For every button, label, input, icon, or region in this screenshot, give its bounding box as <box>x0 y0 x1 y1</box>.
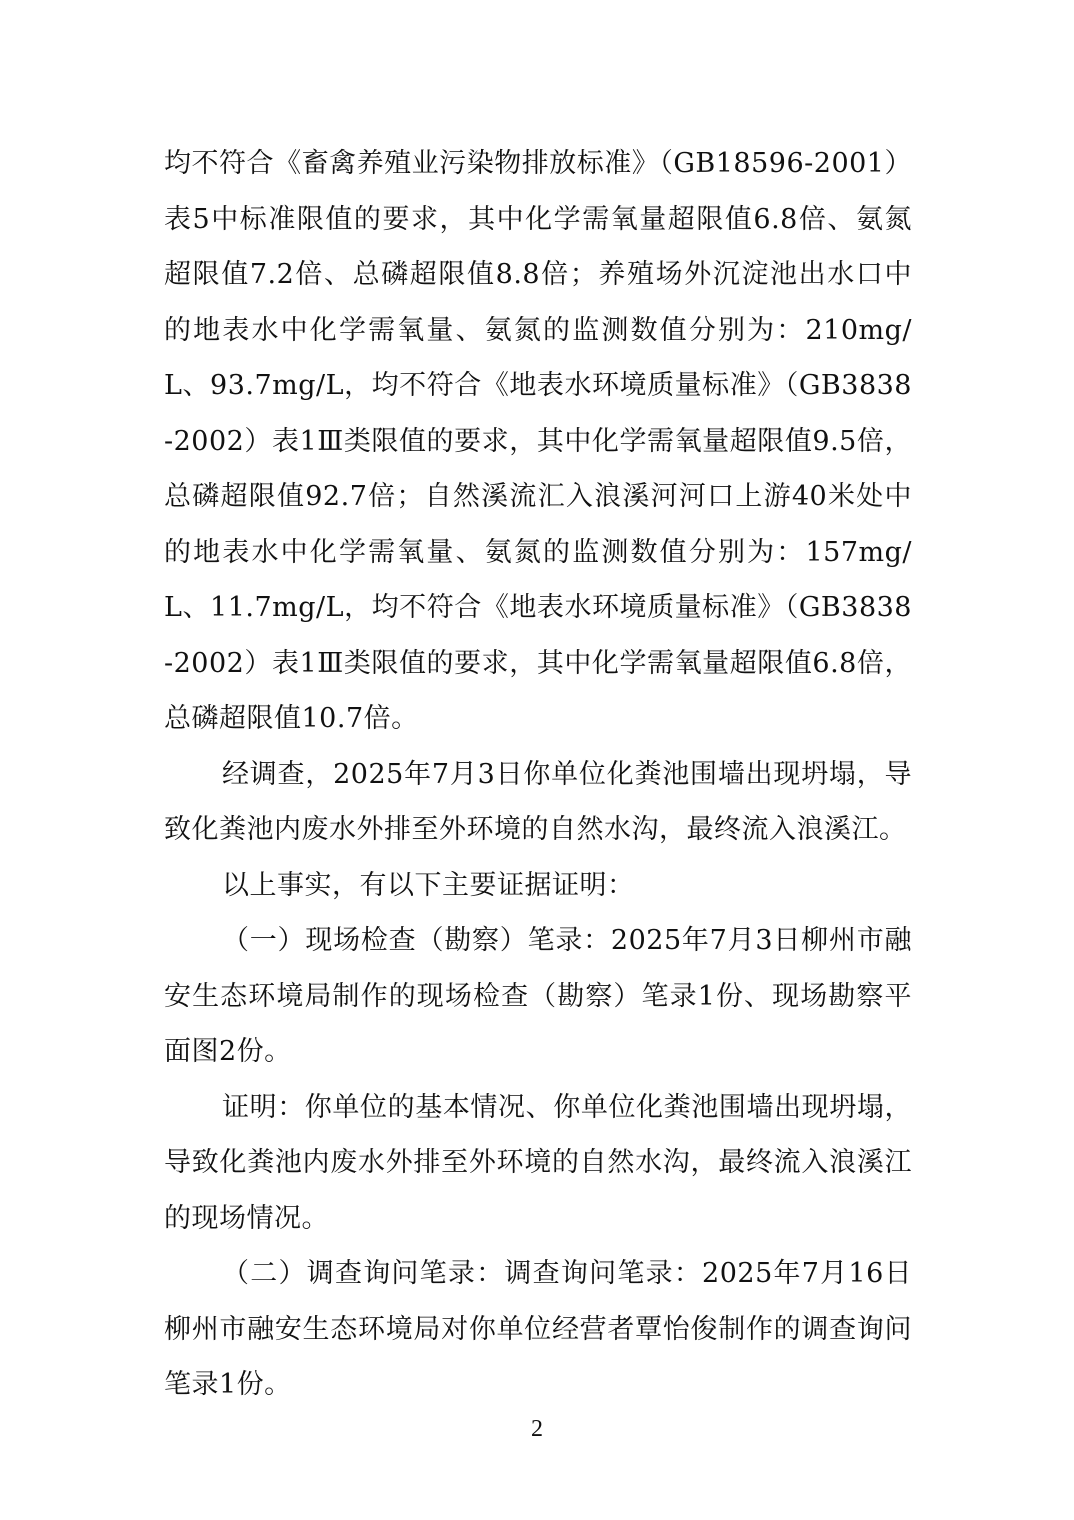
paragraph-evidence-1: （一）现场检查（勘察）笔录：2025年7月3日柳州市融安生态环境局制作的现场检查（勘察）笔录1份、现场勘察平面图2份。 <box>164 925 912 1067</box>
paragraph-evidence-1-proof: 证明：你单位的基本情况、你单位化粪池围墙出现坍塌，导致化粪池内废水外排至外环境的自然水沟，最终流入浪溪江的现场情况。 <box>164 1091 912 1234</box>
paragraph-evidence-2: （二）调查询问笔录：调查询问笔录：2025年7月16日柳州市融安生态环境局对你单位经营者覃怡俊制作的调查询问笔录1份。 <box>164 1258 912 1400</box>
paragraph-evidence-intro: 以上事实，有以下主要证据证明： <box>222 869 635 901</box>
page-number: 2 <box>531 1416 543 1442</box>
paragraph-monitoring-results: 均不符合《畜禽养殖业污染物排放标准》（GB18596-2001）表5中标准限值的要求，其中化学需氧量超限值6.8倍、氨氮超限值7.2倍、总磷超限值8.8倍；养殖场外沉淀池出水口中的地表水中化学需氧量、氨氮的监测数值分别为：210mg/L、93.7mg/L，均不符合《地表水环境质量标准》（GB3838-2002）表1Ⅲ类限值的要求，其中化学需氧量超限值9.5倍，总磷超限值92.7倍；自然溪流汇入浪溪河河口上游40米处中的地表水中化学需氧量、氨氮的监测数值分别为：157mg/L、11.7mg/L，均不符合《地表水环境质量标准》（GB3838-2002）表1Ⅲ类限值的要求，其中化学需氧量超限值6.8倍，总磷超限值10.7倍。 <box>164 148 912 734</box>
document-body <box>164 136 912 1413</box>
paragraph-investigation: 经调查，2025年7月3日你单位化粪池围墙出现坍塌，导致化粪池内废水外排至外环境的自然水沟，最终流入浪溪江。 <box>164 758 912 845</box>
